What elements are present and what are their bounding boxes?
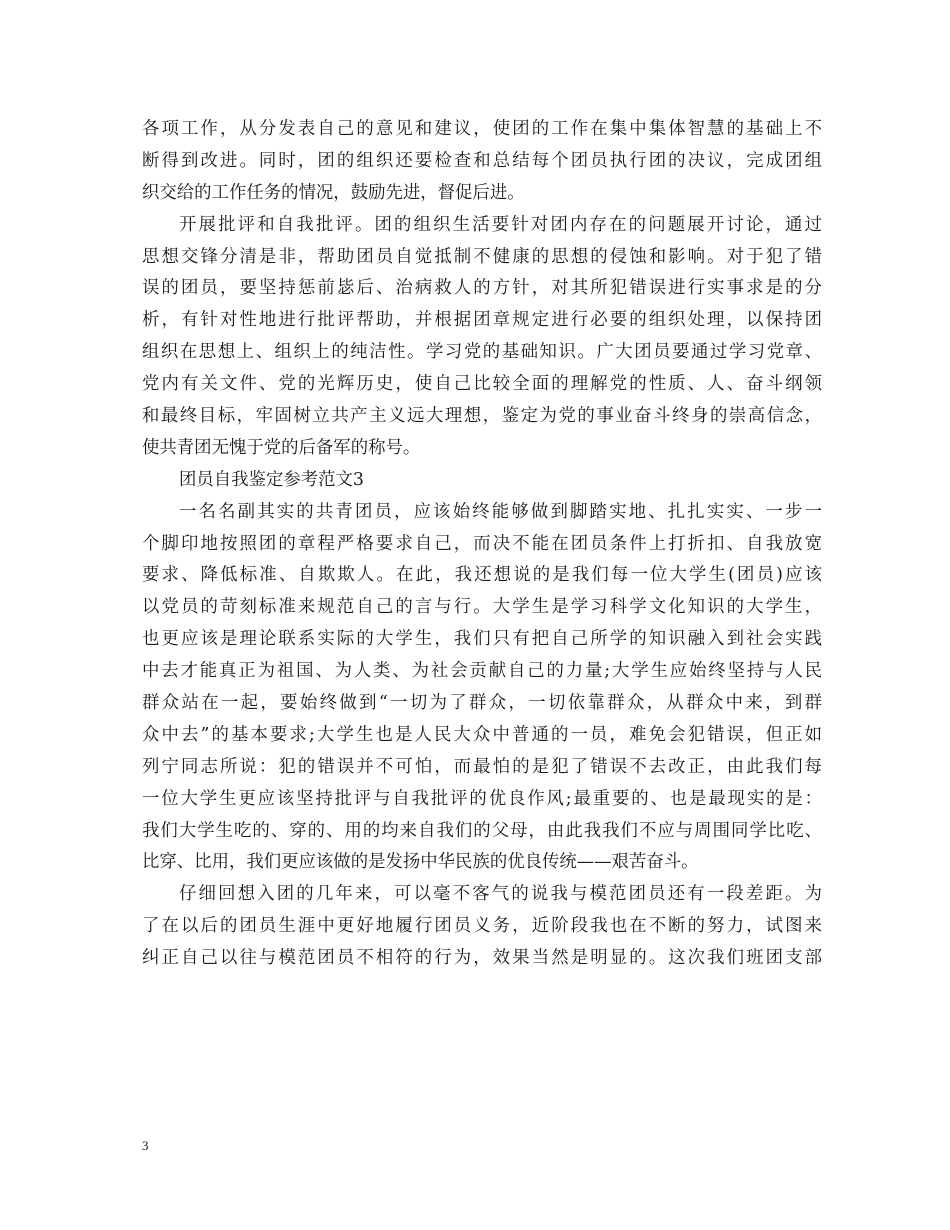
text-line: 织交给的工作任务的情况，鼓励先进，督促后进。 <box>142 182 525 203</box>
text-line: 以党员的苛刻标准来规范自己的言与行。大学生是学习科学文化知识的大学生， <box>142 597 822 618</box>
text-line: 一名名副其实的共青团员，应该始终能够做到脚踏实地、扎扎实实、一步一 <box>179 501 822 522</box>
text-line: 团员自我鉴定参考范文3 <box>179 469 364 490</box>
text-line: 使共青团无愧于党的后备军的称号。 <box>142 437 421 458</box>
text-line: 断得到改进。同时，团的组织还要检查和总结每个团员执行团的决议，完成团组 <box>142 150 822 171</box>
text-line: 和最终目标，牢固树立共产主义远大理想，鉴定为党的事业奋斗终身的崇高信念， <box>142 406 822 427</box>
text-line: 党内有关文件、党的光辉历史，使自己比较全面的理解党的性质、人、奋斗纲领 <box>142 374 822 395</box>
document-body <box>142 114 822 975</box>
text-line: 列宁同志所说：犯的错误并不可怕，而最怕的是犯了错误不去改正，由此我们每 <box>142 756 822 777</box>
text-line: 组织在思想上、组织上的纯洁性。学习党的基础知识。广大团员要通过学习党章、 <box>142 342 822 363</box>
text-line: 纠正自己以往与模范团员不相符的行为，效果当然是明显的。这次我们班团支部 <box>142 948 822 969</box>
text-line: 一位大学生更应该坚持批评与自我批评的优良作风;最重要的、也是最现实的是： <box>142 788 822 809</box>
text-line: 各项工作，从分发表自己的意见和建议，使团的工作在集中集体智慧的基础上不 <box>142 119 822 139</box>
text-line: 思想交锋分清是非，帮助团员自觉抵制不健康的思想的侵蚀和影响。对于犯了错 <box>142 246 822 267</box>
text-line: 开展批评和自我批评。团的组织生活要针对团内存在的问题展开讨论，通过 <box>179 214 822 235</box>
text-line: 了在以后的团员生涯中更好地履行团员义务，近阶段我也在不断的努力，试图来 <box>142 916 822 937</box>
text-line: 我们大学生吃的、穿的、用的均来自我们的父母，由此我我们不应与周围同学比吃、 <box>142 820 822 841</box>
text-line: 仔细回想入团的几年来，可以毫不客气的说我与模范团员还有一段差距。为 <box>179 884 822 905</box>
text-line: 误的团员，要坚持惩前毖后、治病救人的方针，对其所犯错误进行实事求是的分 <box>142 278 822 299</box>
text-line: 众中去”的基本要求;大学生也是人民大众中普通的一员，难免会犯错误，但正如 <box>142 724 822 745</box>
text-line: 中去才能真正为祖国、为人类、为社会贡献自己的力量;大学生应始终坚持与人民 <box>142 661 822 682</box>
text-line: 析，有针对性地进行批评帮助，并根据团章规定进行必要的组织处理，以保持团 <box>142 310 822 331</box>
text-line: 也更应该是理论联系实际的大学生，我们只有把自己所学的知识融入到社会实践 <box>142 629 822 650</box>
text-line: 个脚印地按照团的章程严格要求自己，而决不能在团员条件上打折扣、自我放宽 <box>142 533 822 554</box>
text-line: 比穿、比用，我们更应该做的是发扬中华民族的优良传统——艰苦奋斗。 <box>142 852 699 873</box>
text-line: 群众站在一起，要始终做到“一切为了群众，一切依靠群众，从群众中来，到群 <box>142 693 822 714</box>
page-number: 3 <box>142 1138 149 1153</box>
text-line: 要求、降低标准、自欺欺人。在此，我还想说的是我们每一位大学生(团员)应该 <box>142 565 822 586</box>
